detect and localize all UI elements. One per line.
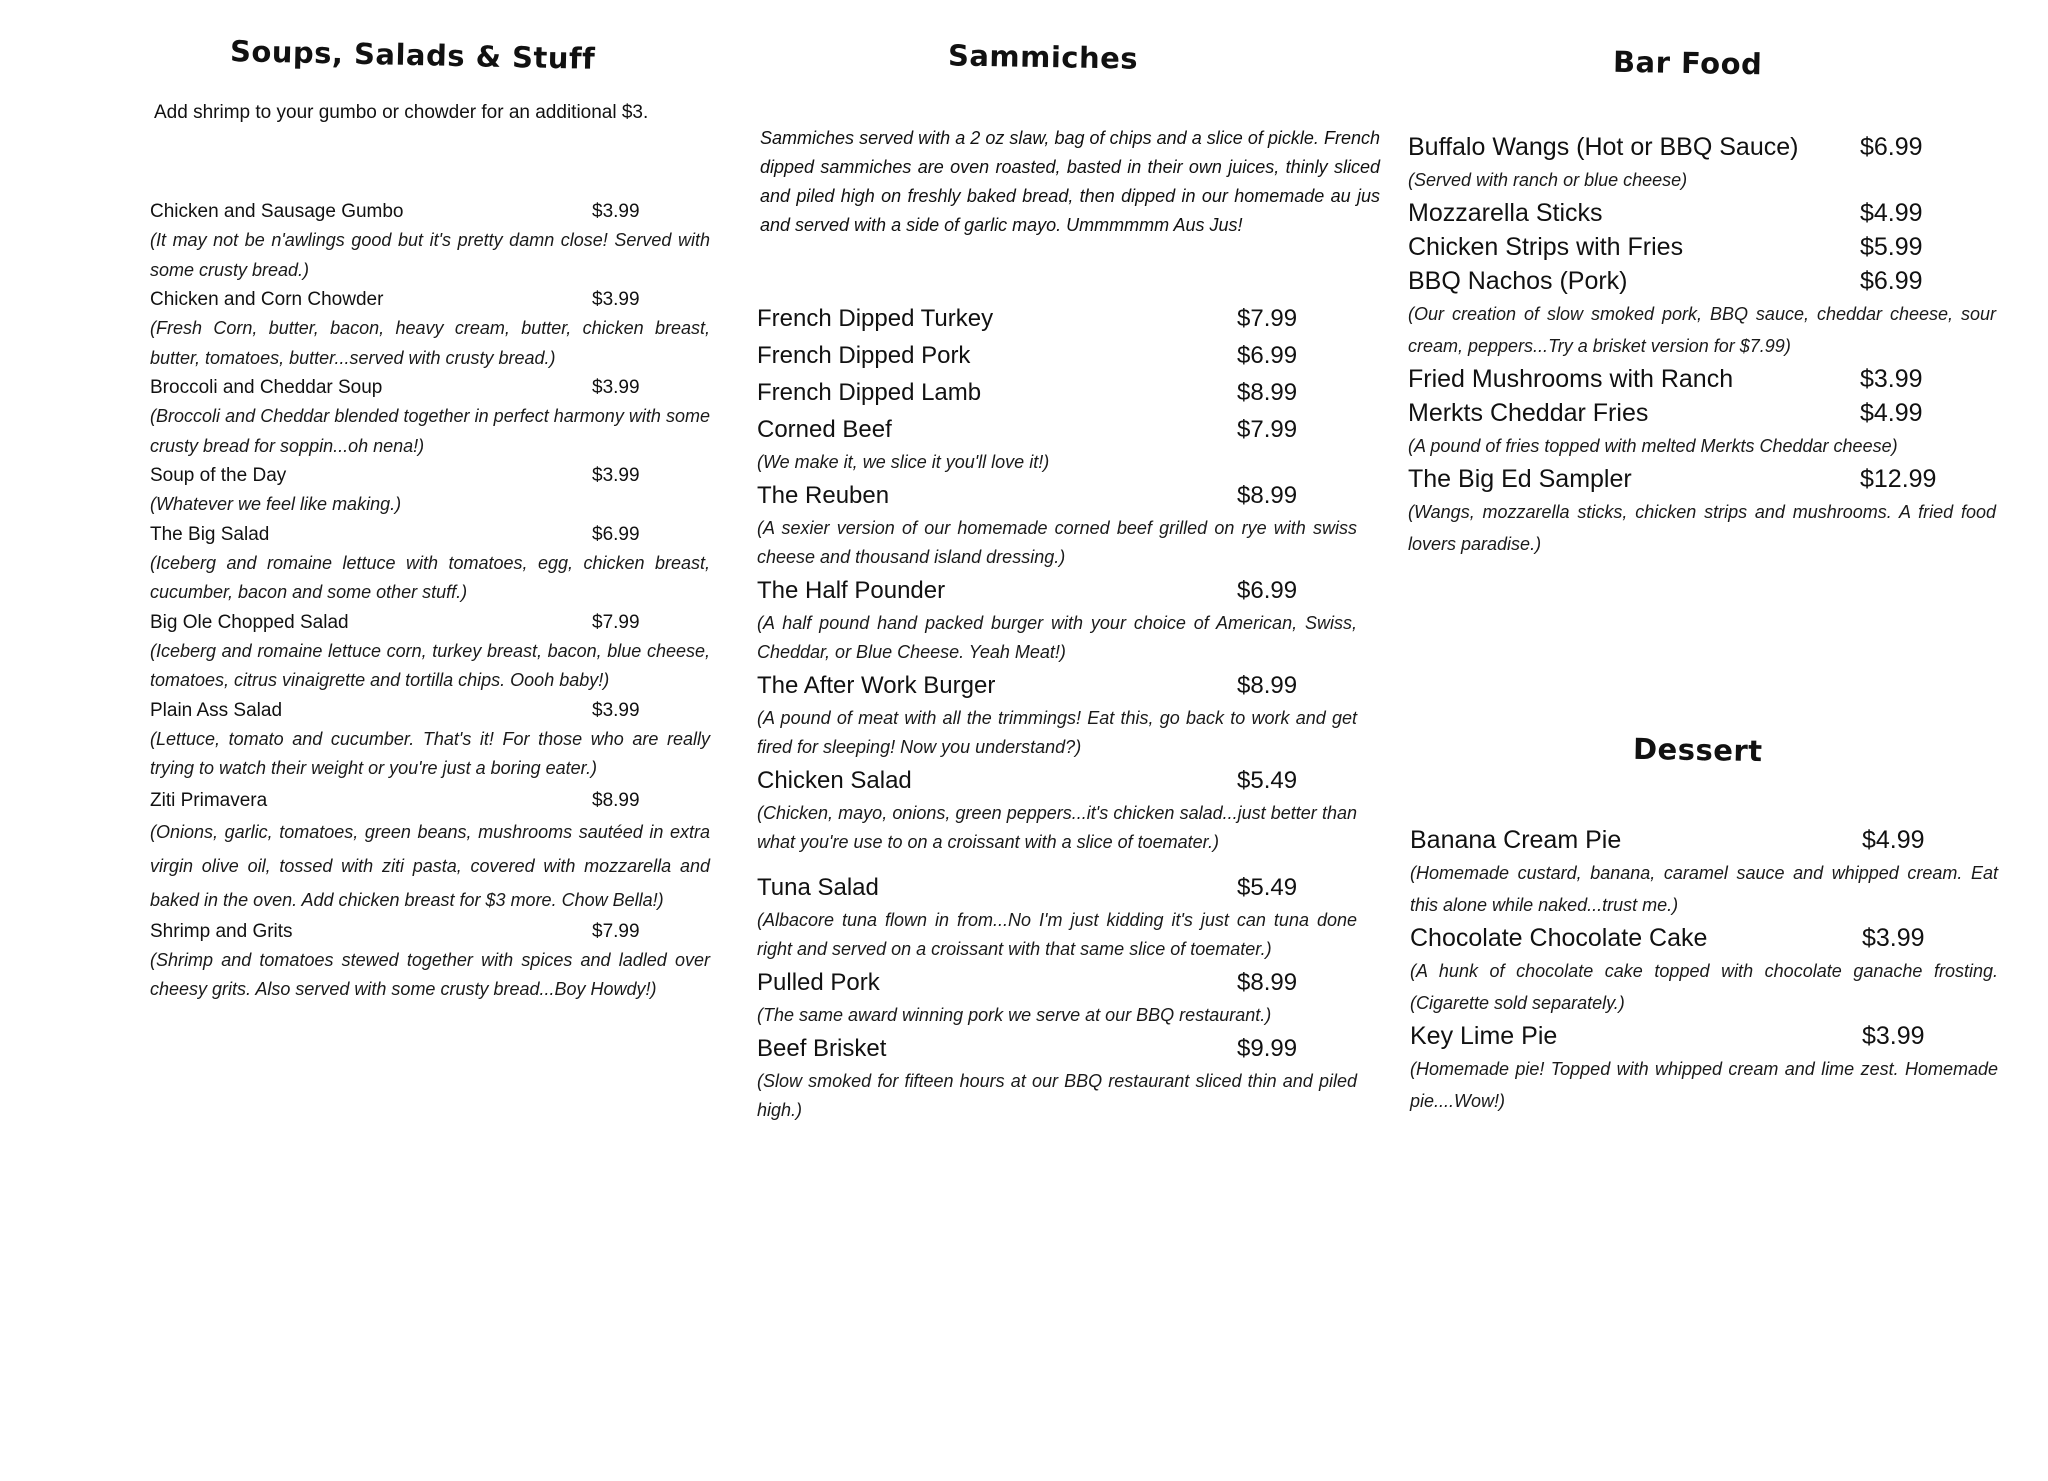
menu-item xyxy=(757,477,1357,514)
menu-item xyxy=(1408,130,1996,164)
item-price: $8.99 xyxy=(1237,672,1298,699)
menu-item xyxy=(1408,230,1996,264)
item-name: Big Ole Chopped Salad xyxy=(150,611,349,633)
item-name: Banana Cream Pie xyxy=(1410,826,1622,854)
item-name: Tuna Salad xyxy=(757,874,879,901)
item-name: BBQ Nachos (Pork) xyxy=(1408,267,1628,295)
item-description: (Served with ranch or blue cheese) xyxy=(1408,170,1688,190)
item-description: (Slow smoked for fifteen hours at our BBQ restaurant sliced thin and piled high.) xyxy=(757,1071,1357,1120)
item-name: Fried Mushrooms with Ranch xyxy=(1408,365,1734,393)
menu-item xyxy=(757,337,1357,374)
menu-item xyxy=(757,374,1357,411)
soups-note: Add shrimp to your gumbo or chowder for an additional $3. xyxy=(154,102,649,123)
menu-item xyxy=(757,667,1357,704)
item-price: $3.99 xyxy=(1862,1022,1925,1050)
item-name: Shrimp and Grits xyxy=(150,920,293,942)
menu-item xyxy=(150,197,710,226)
menu-item xyxy=(757,411,1357,448)
item-description: (Shrimp and tomatoes stewed together with spices and ladled over cheesy grits. Also served with some crusty bread...Boy Howdy!) xyxy=(150,949,710,999)
item-name: French Dipped Turkey xyxy=(757,305,994,332)
item-name: French Dipped Lamb xyxy=(757,379,982,406)
item-name: The Reuben xyxy=(757,482,890,509)
item-price: $4.99 xyxy=(1860,399,1923,427)
menu-item xyxy=(150,786,710,815)
item-name: Soup of the Day xyxy=(150,465,287,486)
item-price: $8.99 xyxy=(592,789,640,811)
menu-item xyxy=(1408,362,1996,396)
menu-item xyxy=(757,300,1357,337)
item-price: $7.99 xyxy=(592,920,640,942)
menu-item xyxy=(1408,462,1996,496)
menu-item xyxy=(757,869,1357,906)
menu-item xyxy=(757,964,1357,1001)
item-price: $7.99 xyxy=(1237,416,1298,443)
bar-food-list xyxy=(1408,130,1996,560)
menu-item xyxy=(757,572,1357,609)
item-name: Key Lime Pie xyxy=(1410,1022,1558,1050)
item-price: $3.99 xyxy=(592,465,640,486)
item-description: (Albacore tuna flown in from...No I'm just kidding it's just can tuna done right and served on a croissant with that same slice of toemater.) xyxy=(757,910,1357,959)
item-price: $3.99 xyxy=(592,201,640,222)
item-description: (Homemade pie! Topped with whipped cream and lime zest. Homemade pie....Wow!) xyxy=(1410,1059,1998,1111)
item-price: $3.99 xyxy=(1860,365,1923,393)
item-price: $4.99 xyxy=(1860,199,1923,227)
item-price: $3.99 xyxy=(592,699,640,721)
item-description: (Whatever we feel like making.) xyxy=(150,494,402,514)
item-price: $6.99 xyxy=(1860,267,1923,295)
item-price: $7.99 xyxy=(1237,305,1298,332)
item-description: (The same award winning pork we serve at our BBQ restaurant.) xyxy=(757,1005,1272,1025)
item-price: $8.99 xyxy=(1237,379,1298,406)
section-title-sammiches: Sammiches xyxy=(947,38,1139,76)
menu-item xyxy=(150,608,710,637)
item-description: (Iceberg and romaine lettuce corn, turkey breast, bacon, blue cheese, tomatoes, citrus vinaigrette and tortilla chips. Oooh baby!) xyxy=(150,640,710,690)
item-description: (Iceberg and romaine lettuce with tomatoes, egg, chicken breast, cucumber, bacon and some other stuff.) xyxy=(150,552,710,602)
item-name: Pulled Pork xyxy=(757,969,880,996)
item-name: Chicken and Sausage Gumbo xyxy=(150,201,404,222)
item-name: Mozzarella Sticks xyxy=(1408,199,1603,227)
menu-item xyxy=(757,762,1357,799)
item-price: $5.49 xyxy=(1237,767,1298,794)
item-description: (Fresh Corn, butter, bacon, heavy cream, butter, chicken breast, butter, tomatoes, butter...served with crusty bread.) xyxy=(150,318,710,368)
item-name: Beef Brisket xyxy=(757,1035,887,1062)
item-name: Chocolate Chocolate Cake xyxy=(1410,924,1708,952)
item-price: $8.99 xyxy=(1237,969,1298,996)
sammiches-note: Sammiches served with a 2 oz slaw, bag of chips and a slice of pickle. French dipped sammiches are oven roasted, basted in their own juices, thinly sliced and piled high on freshly baked bread, then dipped in our homemade au jus and served with a side of garlic mayo. Ummmmmm Aus Jus! xyxy=(760,128,1380,235)
sammiches-list xyxy=(757,300,1357,1125)
item-name: Chicken and Corn Chowder xyxy=(150,289,384,310)
item-price: $5.49 xyxy=(1237,874,1298,901)
item-name: Merkts Cheddar Fries xyxy=(1408,399,1649,427)
item-description: (A half pound hand packed burger with your choice of American, Swiss, Cheddar, or Blue Cheese. Yeah Meat!) xyxy=(757,613,1357,662)
item-price: $6.99 xyxy=(592,523,640,545)
menu-item xyxy=(150,696,710,725)
section-title-soups: Soups, Salads & Stuff xyxy=(229,34,596,76)
menu-item xyxy=(1408,396,1996,430)
item-name: The Big Ed Sampler xyxy=(1408,465,1632,493)
item-price: $6.99 xyxy=(1237,577,1298,604)
item-name: The After Work Burger xyxy=(757,672,996,699)
menu-item xyxy=(1408,264,1996,298)
item-description: (Wangs, mozzarella sticks, chicken strips and mushrooms. A fried food lovers paradise.) xyxy=(1408,502,1996,554)
item-description: (Chicken, mayo, onions, green peppers...it's chicken salad...just better than what you're use to on a croissant with a slice of toemater.) xyxy=(757,803,1357,852)
item-description: (Lettuce, tomato and cucumber. That's it! For those who are really trying to watch their weight or you're just a boring eater.) xyxy=(150,728,710,778)
menu-item xyxy=(757,1030,1357,1067)
item-name: Chicken Strips with Fries xyxy=(1408,233,1684,261)
item-name: French Dipped Pork xyxy=(757,342,971,369)
menu-item xyxy=(1410,1019,1998,1053)
item-price: $3.99 xyxy=(592,377,640,398)
menu-item xyxy=(1410,823,1998,857)
item-description: (Homemade custard, banana, caramel sauce and whipped cream. Eat this alone while naked...trust me.) xyxy=(1410,863,1998,915)
item-name: Buffalo Wangs (Hot or BBQ Sauce) xyxy=(1408,133,1799,161)
menu-item xyxy=(150,520,710,549)
menu-item xyxy=(150,461,710,490)
item-name: Corned Beef xyxy=(757,416,892,443)
item-price: $12.99 xyxy=(1860,465,1937,493)
item-price: $3.99 xyxy=(1862,924,1925,952)
item-name: Plain Ass Salad xyxy=(150,699,283,721)
item-price: $9.99 xyxy=(1237,1035,1298,1062)
item-price: $7.99 xyxy=(592,611,640,633)
item-price: $6.99 xyxy=(1860,133,1923,161)
item-name: The Half Pounder xyxy=(757,577,946,604)
item-description: (A hunk of chocolate cake topped with chocolate ganache frosting. (Cigarette sold separately.) xyxy=(1410,961,1998,1013)
menu-item xyxy=(150,917,710,946)
item-price: $4.99 xyxy=(1862,826,1925,854)
menu-item xyxy=(150,285,710,314)
item-description: (Broccoli and Cheddar blended together in perfect harmony with some crusty bread for soppin...oh nena!) xyxy=(150,406,710,456)
item-description: (Onions, garlic, tomatoes, green beans, mushrooms sautéed in extra virgin olive oil, tossed with ziti pasta, covered with mozzarella and baked in the oven. Add chicken breast for $3 more. Chow Bella!) xyxy=(150,821,710,910)
item-description: (A sexier version of our homemade corned beef grilled on rye with swiss cheese and thousand island dressing.) xyxy=(757,518,1357,567)
soups-list xyxy=(150,197,710,1005)
item-name: The Big Salad xyxy=(150,523,270,545)
item-price: $8.99 xyxy=(1237,482,1298,509)
dessert-list xyxy=(1410,823,1998,1117)
item-price: $5.99 xyxy=(1860,233,1923,261)
menu-item xyxy=(1410,921,1998,955)
section-title-bar-food: Bar Food xyxy=(1612,44,1763,82)
section-title-dessert: Dessert xyxy=(1632,731,1763,769)
item-price: $3.99 xyxy=(592,289,640,310)
menu-item xyxy=(150,373,710,402)
item-price: $6.99 xyxy=(1237,342,1298,369)
menu-item xyxy=(1408,196,1996,230)
item-name: Ziti Primavera xyxy=(150,789,268,811)
item-description: (Our creation of slow smoked pork, BBQ sauce, cheddar cheese, sour cream, peppers...Try a brisket version for $7.99) xyxy=(1408,304,1996,356)
item-description: (A pound of meat with all the trimmings! Eat this, go back to work and get fired for sleeping! Now you understand?) xyxy=(757,708,1357,757)
item-description: (It may not be n'awlings good but it's pretty damn close! Served with some crusty bread.) xyxy=(150,230,710,280)
item-name: Chicken Salad xyxy=(757,767,912,794)
item-description: (We make it, we slice it you'll love it!) xyxy=(757,452,1050,472)
item-name: Broccoli and Cheddar Soup xyxy=(150,377,383,398)
item-description: (A pound of fries topped with melted Merkts Cheddar cheese) xyxy=(1408,436,1898,456)
